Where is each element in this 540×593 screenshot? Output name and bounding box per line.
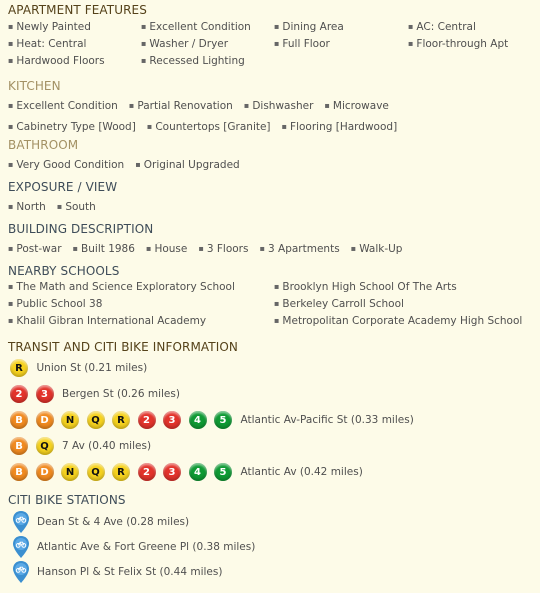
- feature-item: ▪ Heat: Central: [8, 36, 86, 53]
- subway-line-2-icon: 2: [138, 411, 156, 429]
- exposure-item: ▪ North: [8, 199, 46, 216]
- subway-line-3-icon: 3: [163, 411, 181, 429]
- apartment-features-section: [8, 3, 536, 70]
- bike-station-pin-icon: [12, 535, 30, 559]
- bike-station-pin-icon: [12, 510, 30, 534]
- school-item: ▪ Berkeley Carroll School: [274, 296, 404, 313]
- exposure-section: [8, 180, 536, 216]
- subway-line-n-icon: N: [61, 411, 79, 429]
- building-item: ▪ 3 Floors: [198, 241, 248, 258]
- subway-line-d-icon: D: [36, 411, 54, 429]
- subway-line-3-icon: 3: [163, 463, 181, 481]
- kitchen-item: ▪ Countertops [Granite]: [147, 119, 271, 136]
- school-item: ▪ Public School 38: [8, 296, 102, 313]
- feature-item: ▪ Hardwood Floors: [8, 53, 105, 70]
- subway-line-q-icon: Q: [87, 463, 105, 481]
- citibike-station-label: Atlantic Ave & Fort Greene Pl (0.38 miles): [37, 541, 256, 553]
- transit-station-label: Bergen St (0.26 miles): [62, 388, 180, 400]
- kitchen-item: ▪ Excellent Condition: [8, 98, 118, 115]
- bathroom-heading: BATHROOM: [8, 138, 79, 152]
- citibike-station-label: Hanson Pl & St Felix St (0.44 miles): [37, 566, 223, 578]
- feature-item: ▪ Floor-through Apt: [408, 36, 508, 53]
- feature-item: ▪ AC: Central: [408, 19, 476, 36]
- subway-line-5-icon: 5: [214, 411, 232, 429]
- apartment-features-heading: APARTMENT FEATURES: [8, 3, 147, 17]
- transit-station-label: 7 Av (0.40 miles): [62, 440, 152, 452]
- feature-item: ▪ Newly Painted: [8, 19, 91, 36]
- transit-station-row: [10, 410, 414, 430]
- citibike-station-row: [12, 535, 255, 559]
- feature-item: ▪ Washer / Dryer: [141, 36, 228, 53]
- subway-line-r-icon: R: [10, 359, 28, 377]
- subway-line-b-icon: B: [10, 463, 28, 481]
- kitchen-section: [8, 79, 536, 136]
- subway-line-2-icon: 2: [138, 463, 156, 481]
- building-description-heading: BUILDING DESCRIPTION: [8, 222, 154, 236]
- exposure-item: ▪ South: [57, 199, 96, 216]
- transit-station-row: [10, 436, 151, 456]
- kitchen-item: ▪ Dishwasher: [244, 98, 313, 115]
- bathroom-item: ▪ Very Good Condition: [8, 157, 124, 174]
- bathroom-section: [8, 138, 536, 174]
- feature-item: ▪ Excellent Condition: [141, 19, 251, 36]
- bike-station-pin-icon: [12, 560, 30, 584]
- subway-line-3-icon: 3: [36, 385, 54, 403]
- exposure-heading: EXPOSURE / VIEW: [8, 180, 118, 194]
- transit-station-label: Union St (0.21 miles): [36, 362, 148, 374]
- subway-line-d-icon: D: [36, 463, 54, 481]
- subway-line-2-icon: 2: [10, 385, 28, 403]
- subway-line-4-icon: 4: [189, 463, 207, 481]
- kitchen-heading: KITCHEN: [8, 79, 61, 93]
- kitchen-item: ▪ Flooring [Hardwood]: [282, 119, 398, 136]
- bathroom-item: ▪ Original Upgraded: [135, 157, 239, 174]
- building-item: ▪ Post-war: [8, 241, 62, 258]
- transit-heading: TRANSIT AND CITI BIKE INFORMATION: [8, 340, 238, 354]
- kitchen-item: ▪ Cabinetry Type [Wood]: [8, 119, 136, 136]
- school-item: ▪ Khalil Gibran International Academy: [8, 313, 206, 330]
- feature-item: ▪ Dining Area: [274, 19, 344, 36]
- subway-line-r-icon: R: [112, 411, 130, 429]
- transit-section: [8, 340, 536, 354]
- school-item: ▪ Metropolitan Corporate Academy High School: [274, 313, 522, 330]
- subway-line-q-icon: Q: [87, 411, 105, 429]
- building-item: ▪ Built 1986: [73, 241, 135, 258]
- building-item: ▪ Walk-Up: [351, 241, 403, 258]
- transit-station-row: [10, 462, 363, 482]
- nearby-schools-heading: NEARBY SCHOOLS: [8, 264, 120, 278]
- subway-line-n-icon: N: [61, 463, 79, 481]
- subway-line-b-icon: B: [10, 437, 28, 455]
- nearby-schools-section: [8, 264, 536, 330]
- building-item: ▪ 3 Apartments: [260, 241, 340, 258]
- school-item: ▪ The Math and Science Exploratory School: [8, 279, 235, 296]
- building-item: ▪ House: [146, 241, 187, 258]
- transit-station-label: Atlantic Av-Pacific St (0.33 miles): [240, 414, 414, 426]
- subway-line-4-icon: 4: [189, 411, 207, 429]
- subway-line-q-icon: Q: [36, 437, 54, 455]
- transit-station-label: Atlantic Av (0.42 miles): [240, 466, 363, 478]
- kitchen-item: ▪ Microwave: [324, 98, 388, 115]
- kitchen-item: ▪ Partial Renovation: [129, 98, 233, 115]
- citibike-heading: CITI BIKE STATIONS: [8, 493, 126, 507]
- transit-station-row: [10, 384, 180, 404]
- feature-item: ▪ Recessed Lighting: [141, 53, 245, 70]
- subway-line-r-icon: R: [112, 463, 130, 481]
- citibike-section: [8, 493, 536, 507]
- transit-station-row: [10, 358, 147, 378]
- subway-line-b-icon: B: [10, 411, 28, 429]
- citibike-station-row: [12, 510, 189, 534]
- building-description-section: [8, 222, 536, 258]
- citibike-station-label: Dean St & 4 Ave (0.28 miles): [37, 516, 190, 528]
- subway-line-5-icon: 5: [214, 463, 232, 481]
- feature-item: ▪ Full Floor: [274, 36, 330, 53]
- citibike-station-row: [12, 560, 222, 584]
- school-item: ▪ Brooklyn High School Of The Arts: [274, 279, 457, 296]
